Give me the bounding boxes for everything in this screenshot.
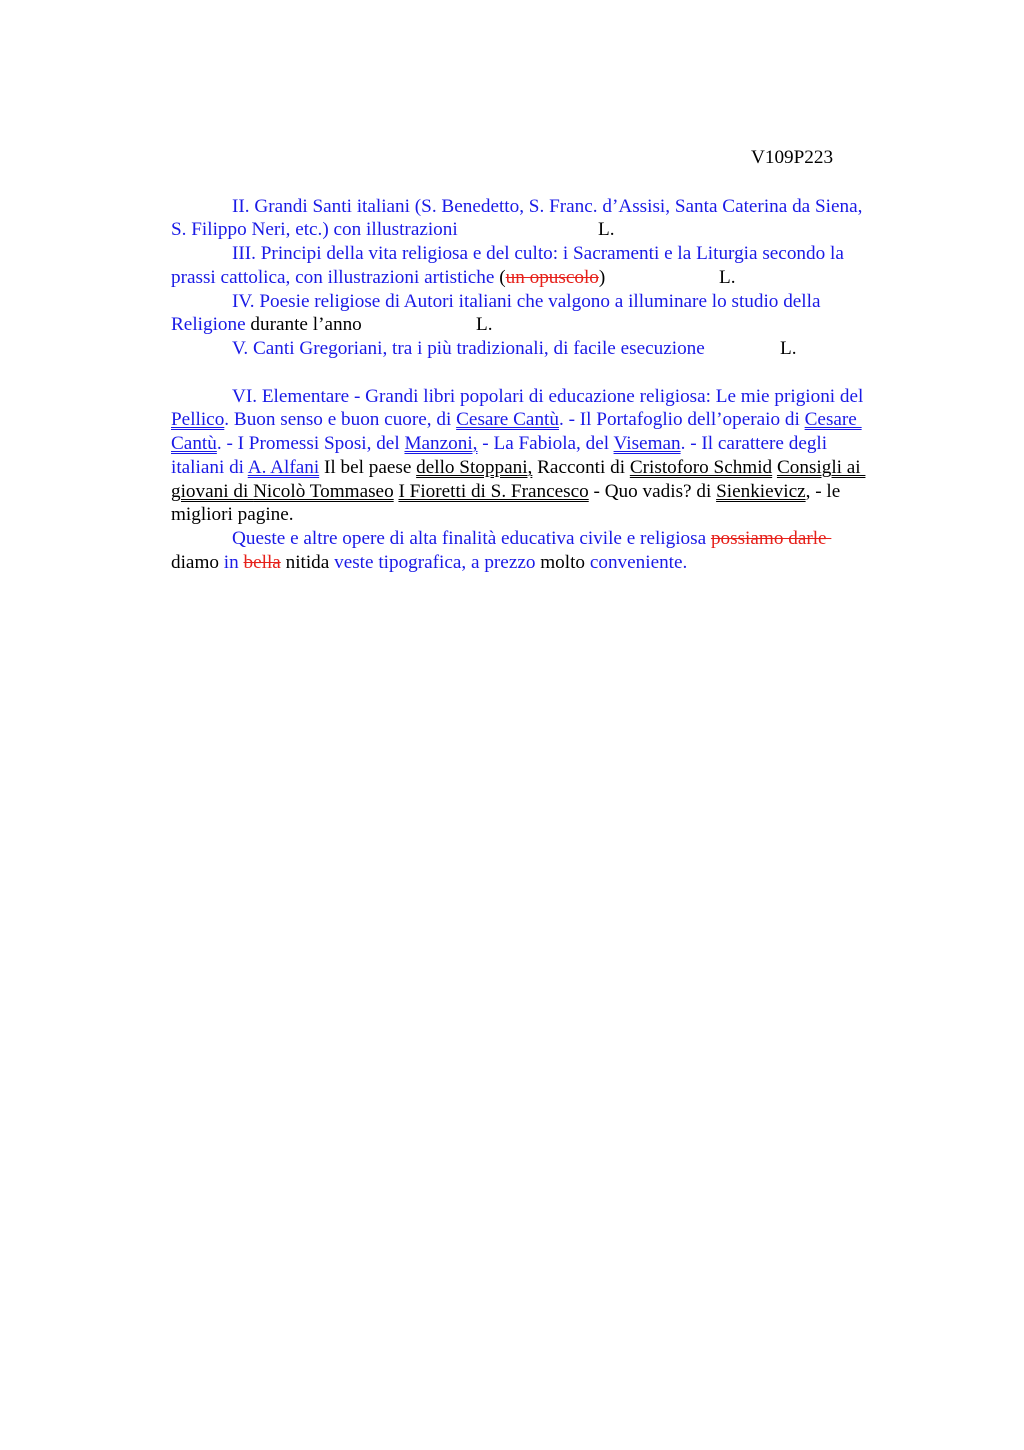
item-3-price: L. (719, 267, 736, 288)
item-4-text-plain: durante l’anno (245, 314, 362, 335)
closing-line-1 (232, 528, 831, 550)
item-2-line-2: S. Filippo Neri, etc.) con illustrazioni (171, 219, 458, 240)
closing-text: nitida (280, 552, 335, 573)
item-3-line-1: III. Principi della vita religiosa e del culto: i Sacramenti e la Liturgia secondo la (232, 243, 844, 264)
book-text: . - I Promessi Sposi, del (216, 433, 405, 454)
author-name: dello Stoppani, (416, 457, 533, 478)
deleted-text: bella (243, 552, 281, 573)
closing-text: molto (540, 552, 590, 573)
item-6-line-1: VI. Elementare - Grandi libri popolari di educazione religiosa: Le mie prigioni del (232, 386, 864, 407)
item-4-line-2 (171, 314, 362, 336)
item-6-line-6: migliori pagine. (171, 504, 294, 525)
book-title: giovani di (171, 481, 254, 502)
closing-line-2 (171, 552, 687, 574)
item-4-line-1: IV. Poesie religiose di Autori italiani che valgono a illuminare lo studio della (232, 291, 821, 312)
author-name: Cesare Cantù (456, 409, 559, 430)
item-6-line-3 (171, 433, 827, 455)
author-name: Sienkievicz (716, 481, 806, 502)
paren-open: ( (499, 267, 506, 288)
book-text: . Buon senso e buon cuore, di (224, 409, 457, 430)
book-text: italiani di (171, 457, 248, 478)
closing-text: veste tipografica, a prezzo (334, 552, 541, 573)
author-name: Cristoforo Schmid (629, 457, 773, 478)
item-6-line-5 (171, 481, 840, 503)
author-name: Manzoni, (404, 433, 478, 454)
author-name: A. Alfani (247, 457, 320, 478)
author-name: Pellico (171, 409, 225, 430)
author-name: Cantù (171, 433, 217, 454)
closing-text: conveniente. (589, 552, 688, 573)
closing-text: in (223, 552, 244, 573)
item-6-line-2 (171, 409, 862, 431)
deleted-text: possiamo darle (710, 528, 832, 549)
book-title: I Fioretti di S. Francesco (398, 481, 589, 502)
closing-text: diamo (171, 552, 224, 573)
author-name: Viseman (613, 433, 681, 454)
author-name: Nicolò Tommaseo (253, 481, 394, 502)
book-text: . - Il Portafoglio dell’operaio di (558, 409, 805, 430)
item-4-text: Religione (171, 314, 246, 335)
page-identifier: V109P223 (751, 147, 834, 168)
item-2-line-1: II. Grandi Santi italiani (S. Benedetto, S. Franc. d’Assisi, Santa Caterina da Siena, (232, 196, 863, 217)
item-5-price: L. (780, 338, 797, 359)
book-text: Il bel paese (319, 457, 417, 478)
book-text: Racconti di (532, 457, 630, 478)
item-5-line-1: V. Canti Gregoriani, tra i più tradizionali, di facile esecuzione (232, 338, 705, 359)
closing-text: Queste e altre opere di alta finalità educativa civile e religiosa (232, 528, 711, 549)
book-text: - La Fabiola, del (477, 433, 614, 454)
item-3-text: prassi cattolica, con illustrazioni artistiche (171, 267, 500, 288)
item-6-line-4 (171, 457, 865, 479)
deleted-text: un opuscolo (505, 267, 599, 288)
paren-close: ) (598, 267, 606, 288)
book-title: Consigli ai (776, 457, 866, 478)
book-text: , - le (805, 481, 841, 502)
item-3-line-2 (171, 267, 605, 289)
item-2-price: L. (598, 219, 615, 240)
book-text: . - Il carattere degli (680, 433, 828, 454)
author-name: Cesare (804, 409, 862, 430)
item-4-price: L. (476, 314, 493, 335)
book-text: - Quo vadis? di (588, 481, 717, 502)
